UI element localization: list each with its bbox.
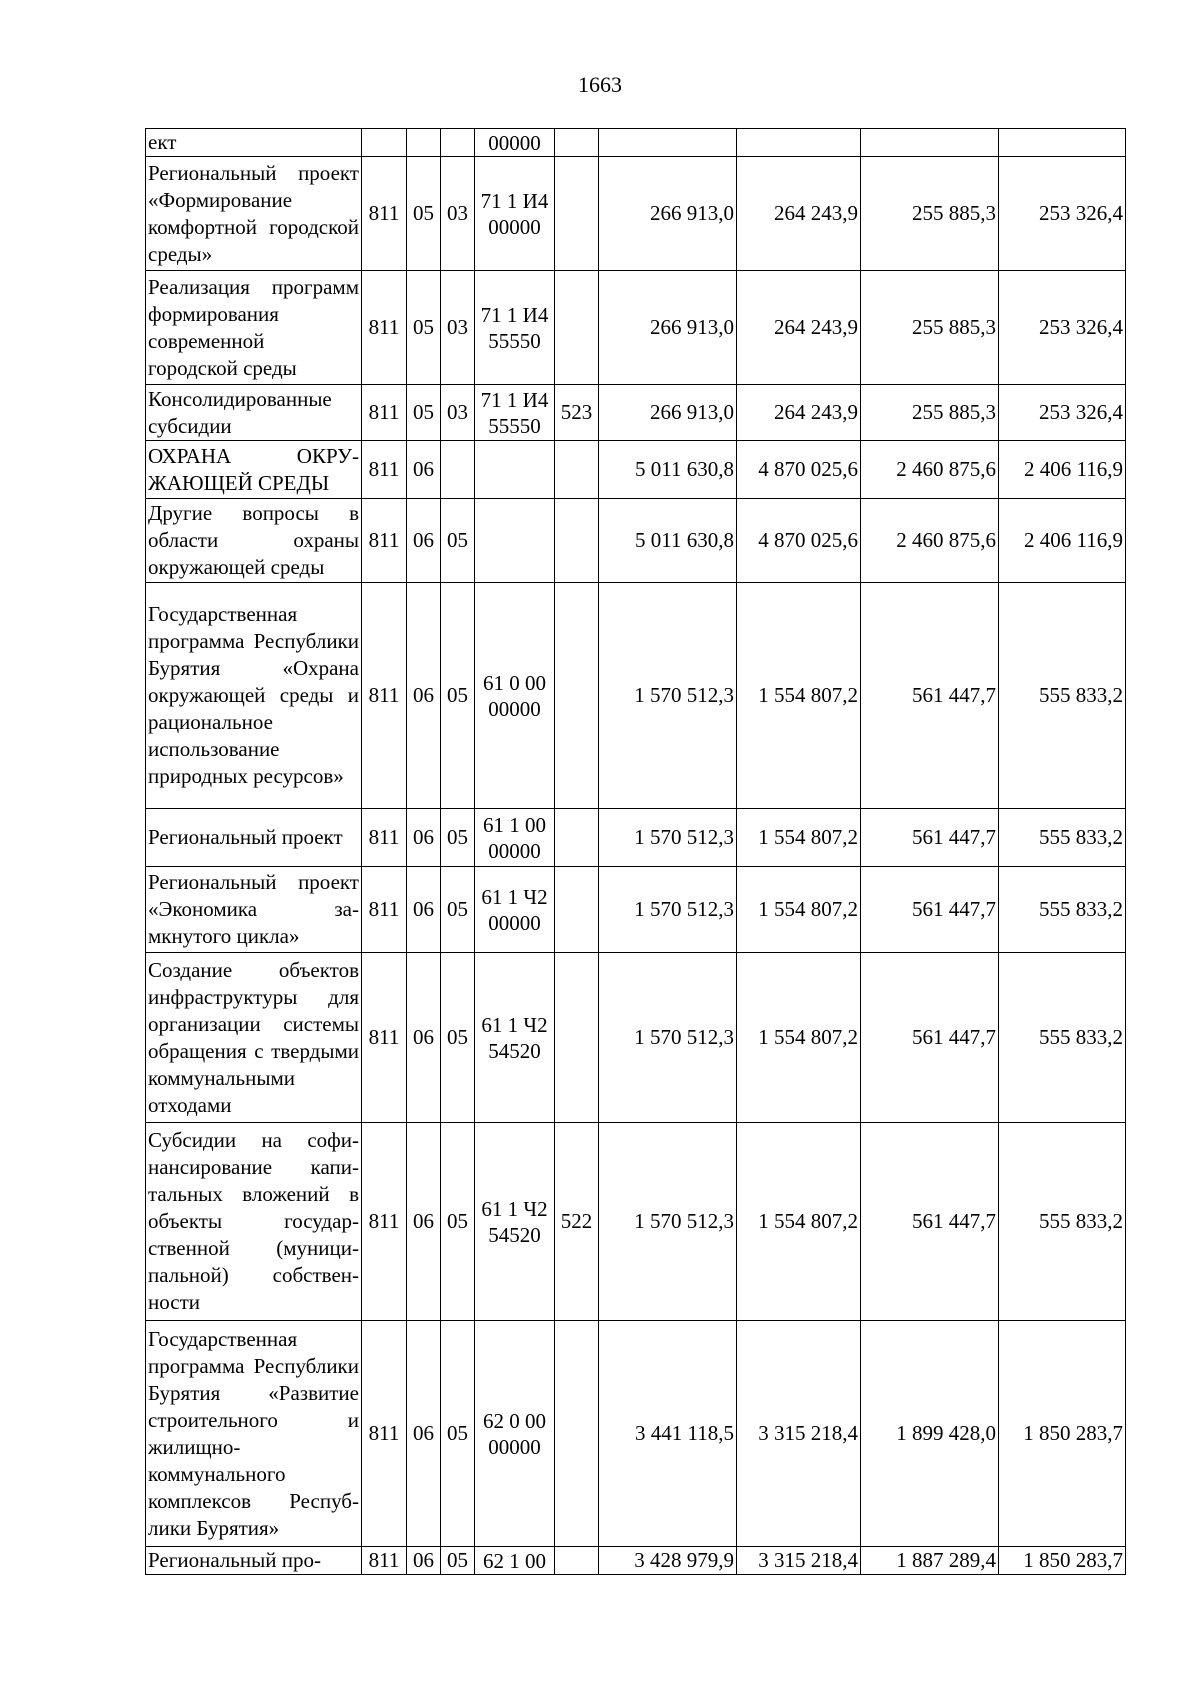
- amount-col-3: 2 460 875,6: [861, 499, 999, 583]
- code-target-article: 62 1 00: [475, 1547, 555, 1575]
- table-row: [146, 271, 1126, 385]
- amount-col-1: 1 570 512,3: [599, 1123, 737, 1321]
- amount-col-3: 255 885,3: [861, 271, 999, 385]
- code-subsection: 05: [441, 1321, 475, 1547]
- code-subsection: 05: [441, 1547, 475, 1575]
- code-section: 06: [407, 583, 441, 809]
- page-number: 1663: [578, 72, 622, 97]
- amount-col-2: [737, 129, 861, 157]
- code-grbs: 811: [362, 1321, 407, 1547]
- code-grbs: 811: [362, 157, 407, 271]
- amount-col-2: 4 870 025,6: [737, 499, 861, 583]
- amount-col-2: 264 243,9: [737, 385, 861, 441]
- code-target-article: 62 0 00 00000: [475, 1321, 555, 1547]
- amount-col-4: 555 833,2: [999, 1123, 1126, 1321]
- item-name: Создание объектов инфраструктуры для организации системы обращения с твердыми коммунальными отходами: [146, 953, 362, 1123]
- amount-col-1: 266 913,0: [599, 157, 737, 271]
- code-grbs: 811: [362, 1547, 407, 1575]
- code-subsection: [441, 441, 475, 499]
- code-grbs: 811: [362, 1123, 407, 1321]
- code-grbs: 811: [362, 867, 407, 953]
- code-section: 06: [407, 441, 441, 499]
- table-row: [146, 953, 1126, 1123]
- code-section: 06: [407, 1547, 441, 1575]
- amount-col-2: 3 315 218,4: [737, 1547, 861, 1575]
- item-name: ОХРАНА ОКРУЖАЮЩЕЙ СРЕДЫ: [146, 441, 362, 499]
- amount-col-1: 1 570 512,3: [599, 583, 737, 809]
- amount-col-3: 1 887 289,4: [861, 1547, 999, 1575]
- amount-col-2: 4 870 025,6: [737, 441, 861, 499]
- code-section: 05: [407, 157, 441, 271]
- code-expense-type: [555, 809, 599, 867]
- code-target-article: 61 1 Ч2 00000: [475, 867, 555, 953]
- code-expense-type: 523: [555, 385, 599, 441]
- amount-col-4: 2 406 116,9: [999, 499, 1126, 583]
- code-expense-type: [555, 499, 599, 583]
- table-row: [146, 499, 1126, 583]
- code-section: 06: [407, 499, 441, 583]
- amount-col-2: 1 554 807,2: [737, 953, 861, 1123]
- amount-col-3: [861, 129, 999, 157]
- item-name: Реализация программ формирования современной городской среды: [146, 271, 362, 385]
- code-subsection: 05: [441, 953, 475, 1123]
- code-subsection: 03: [441, 385, 475, 441]
- code-subsection: 05: [441, 809, 475, 867]
- amount-col-4: 1 850 283,7: [999, 1321, 1126, 1547]
- amount-col-1: 1 570 512,3: [599, 953, 737, 1123]
- code-target-article: 61 1 Ч2 54520: [475, 953, 555, 1123]
- code-subsection: [441, 129, 475, 157]
- amount-col-2: 1 554 807,2: [737, 867, 861, 953]
- amount-col-4: 253 326,4: [999, 271, 1126, 385]
- code-grbs: 811: [362, 953, 407, 1123]
- table-row: [146, 1547, 1126, 1575]
- code-section: 06: [407, 867, 441, 953]
- code-section: 06: [407, 809, 441, 867]
- code-expense-type: [555, 953, 599, 1123]
- code-subsection: 03: [441, 271, 475, 385]
- amount-col-3: 255 885,3: [861, 157, 999, 271]
- code-section: 05: [407, 385, 441, 441]
- code-subsection: 05: [441, 583, 475, 809]
- code-grbs: 811: [362, 271, 407, 385]
- item-name: Региональный проект «Формирование комфортной городской среды»: [146, 157, 362, 271]
- code-target-article: 61 1 00 00000: [475, 809, 555, 867]
- code-target-article: [475, 441, 555, 499]
- amount-col-2: 1 554 807,2: [737, 809, 861, 867]
- item-name: Субсидии на софинансирование капитальных вложений в объекты государственной (муниципальной) собственности: [146, 1123, 362, 1321]
- item-name: Региональный проект «Экономика замкнутого цикла»: [146, 867, 362, 953]
- code-grbs: 811: [362, 441, 407, 499]
- budget-table: [145, 128, 1126, 1575]
- table-row: [146, 867, 1126, 953]
- code-expense-type: [555, 157, 599, 271]
- amount-col-4: 253 326,4: [999, 157, 1126, 271]
- code-expense-type: [555, 583, 599, 809]
- amount-col-4: 555 833,2: [999, 953, 1126, 1123]
- code-grbs: [362, 129, 407, 157]
- code-grbs: 811: [362, 583, 407, 809]
- amount-col-1: 266 913,0: [599, 271, 737, 385]
- amount-col-2: 1 554 807,2: [737, 583, 861, 809]
- code-target-article: [475, 499, 555, 583]
- code-target-article: 00000: [475, 129, 555, 157]
- amount-col-4: 253 326,4: [999, 385, 1126, 441]
- amount-col-4: 555 833,2: [999, 583, 1126, 809]
- code-subsection: 05: [441, 867, 475, 953]
- code-expense-type: [555, 271, 599, 385]
- code-section: 05: [407, 271, 441, 385]
- code-subsection: 05: [441, 499, 475, 583]
- code-target-article: 71 1 И4 55550: [475, 271, 555, 385]
- amount-col-1: [599, 129, 737, 157]
- table-row: [146, 1123, 1126, 1321]
- amount-col-3: 561 447,7: [861, 1123, 999, 1321]
- amount-col-3: 255 885,3: [861, 385, 999, 441]
- amount-col-1: 3 428 979,9: [599, 1547, 737, 1575]
- amount-col-2: 1 554 807,2: [737, 1123, 861, 1321]
- amount-col-3: 561 447,7: [861, 867, 999, 953]
- amount-col-4: 555 833,2: [999, 867, 1126, 953]
- amount-col-1: 5 011 630,8: [599, 499, 737, 583]
- code-expense-type: [555, 441, 599, 499]
- code-grbs: 811: [362, 499, 407, 583]
- amount-col-1: 3 441 118,5: [599, 1321, 737, 1547]
- item-name: Другие вопросы в области охраны окружающей среды: [146, 499, 362, 583]
- amount-col-1: 1 570 512,3: [599, 867, 737, 953]
- code-section: 06: [407, 953, 441, 1123]
- amount-col-3: 561 447,7: [861, 809, 999, 867]
- amount-col-4: 1 850 283,7: [999, 1547, 1126, 1575]
- item-name: Государственная программа Республики Бурятия «Охрана окружающей среды и рациональное использование природных ресурсов»: [146, 583, 362, 809]
- item-name: Региональный проект: [146, 809, 362, 867]
- item-name: ект: [146, 129, 362, 157]
- code-grbs: 811: [362, 385, 407, 441]
- table-row: [146, 157, 1126, 271]
- amount-col-4: [999, 129, 1126, 157]
- code-section: 06: [407, 1123, 441, 1321]
- table-row: [146, 441, 1126, 499]
- amount-col-1: 5 011 630,8: [599, 441, 737, 499]
- item-name: Консолидированные субсидии: [146, 385, 362, 441]
- code-target-article: 71 1 И4 55550: [475, 385, 555, 441]
- item-name: Государственная программа Республики Бурятия «Развитие строительного и жилищно-коммунального комплексов Республики Бурятия»: [146, 1321, 362, 1547]
- table-row: [146, 809, 1126, 867]
- code-section: [407, 129, 441, 157]
- amount-col-2: 264 243,9: [737, 271, 861, 385]
- code-expense-type: [555, 129, 599, 157]
- table-row: [146, 385, 1126, 441]
- code-target-article: 61 0 00 00000: [475, 583, 555, 809]
- table-row: [146, 129, 1126, 157]
- code-section: 06: [407, 1321, 441, 1547]
- amount-col-3: 1 899 428,0: [861, 1321, 999, 1547]
- amount-col-3: 561 447,7: [861, 583, 999, 809]
- amount-col-3: 561 447,7: [861, 953, 999, 1123]
- code-expense-type: 522: [555, 1123, 599, 1321]
- amount-col-3: 2 460 875,6: [861, 441, 999, 499]
- amount-col-2: 264 243,9: [737, 157, 861, 271]
- item-name: Региональный про-: [146, 1547, 362, 1575]
- table-row: [146, 583, 1126, 809]
- amount-col-4: 555 833,2: [999, 809, 1126, 867]
- code-subsection: 03: [441, 157, 475, 271]
- amount-col-4: 2 406 116,9: [999, 441, 1126, 499]
- code-subsection: 05: [441, 1123, 475, 1321]
- code-expense-type: [555, 867, 599, 953]
- amount-col-1: 266 913,0: [599, 385, 737, 441]
- table-row: [146, 1321, 1126, 1547]
- code-grbs: 811: [362, 809, 407, 867]
- code-target-article: 71 1 И4 00000: [475, 157, 555, 271]
- amount-col-2: 3 315 218,4: [737, 1321, 861, 1547]
- code-expense-type: [555, 1321, 599, 1547]
- amount-col-1: 1 570 512,3: [599, 809, 737, 867]
- code-expense-type: [555, 1547, 599, 1575]
- code-target-article: 61 1 Ч2 54520: [475, 1123, 555, 1321]
